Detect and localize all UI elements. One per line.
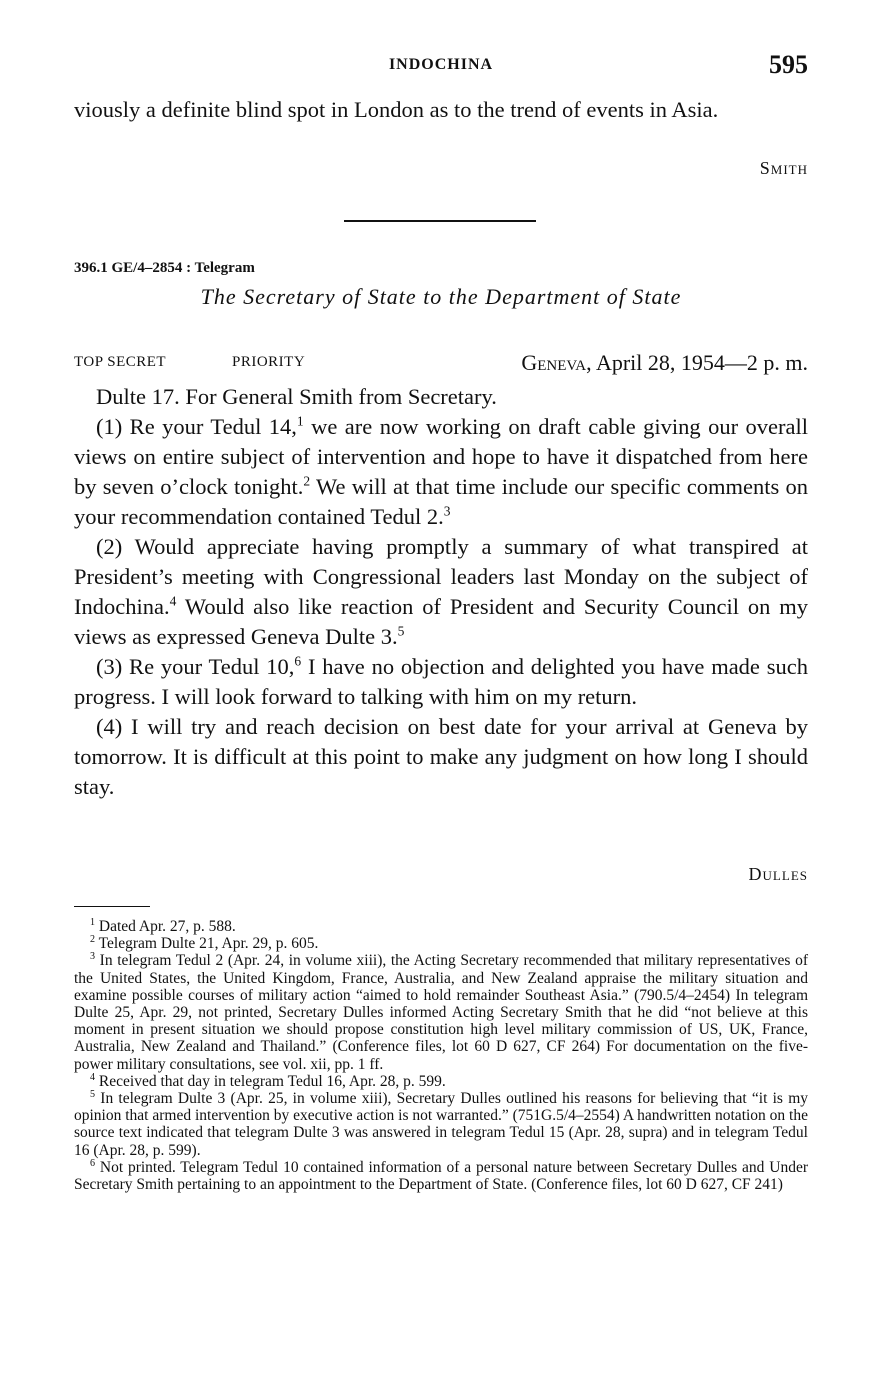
classification-line (74, 350, 808, 380)
footnote (74, 1159, 808, 1193)
footnote-mark: 1 (90, 916, 96, 928)
page-number: 595 (769, 50, 808, 79)
footnote (74, 918, 808, 935)
para3-text-a: (3) Re your Tedul 10, (96, 654, 295, 679)
message-paragraph-3 (74, 652, 808, 712)
footnote-text: In telegram Dulte 3 (Apr. 25, in volume xiii), Secretary Dulles outlined his reasons for believing that “it is my opinion that armed intervention by executive action is not warranted.” (751G.5/4–2554) A handwritten notation on the source text indicated that telegram Dulte 3 was answered in telegram Tedul 15 (Apr. 28, supra) and in telegram Tedul 16 (Apr. 28, p. 599). (74, 1090, 809, 1159)
footnote-ref-1: 1 (296, 413, 304, 429)
footnote-mark: 4 (90, 1071, 96, 1083)
para2-text-b: Would also like reaction of President and Security Council on my views as expressed Geneva Dulte 3. (74, 594, 808, 649)
classification-precedence: PRIORITY (232, 354, 306, 370)
message-paragraph-1 (74, 412, 808, 532)
para1-text-a: (1) Re your Tedul 14, (96, 414, 297, 439)
section-divider (344, 220, 536, 222)
message-paragraph-4: (4) I will try and reach decision on best date for your arrival at Geneva by tomorrow. It is difficult at this point to make any judgment on how long I should stay. (74, 714, 808, 799)
para2-text-a: (2) Would appreciate having promptly a summary of what transpired at President’s meeting with Congressional leaders last Monday on the subject of Indochina. (74, 534, 808, 619)
footnote-ref-2: 2 (303, 473, 311, 489)
file-reference: 396.1 GE/4–2854 : Telegram (74, 260, 255, 276)
para1-text-c: We will at that time include our specific comments on your recommendation contained Tedul 2. (74, 474, 808, 529)
para1-text-b: we are now working on draft cable giving our overall views on entire subject of intervention and hope to have it dispatched from here by seven o’clock tonight. (74, 414, 808, 499)
signature-smith: Smith (759, 158, 808, 178)
footnote-text: Telegram Dulte 21, Apr. 29, p. 605. (98, 935, 319, 953)
footnote-text: Not printed. Telegram Tedul 10 contained information of a personal nature between Secretary Dulles and Under Secretary Smith pertaining to an appointment to the Department of State. (Conference files, lot 60 D 627, CF 241) (74, 1158, 808, 1194)
classification-level: TOP SECRET (74, 354, 167, 370)
dateline-place: Geneva, (521, 350, 592, 375)
continuation-paragraph: viously a definite blind spot in London as to the trend of events in Asia. (74, 97, 719, 122)
dateline-date: April 28, 1954—2 p. m. (595, 350, 808, 375)
footnote (74, 952, 808, 1072)
para3-text-b: I have no objection and delighted you have made such progress. I will look forward to talking with him on my return. (74, 654, 808, 709)
message-paragraph-2 (74, 532, 808, 652)
footnote-text: Dated Apr. 27, p. 588. (98, 918, 236, 935)
footnote-ref-3: 3 (443, 503, 451, 519)
footnote-mark: 6 (90, 1157, 96, 1169)
footnote (74, 935, 808, 952)
footnote-divider (74, 906, 150, 907)
message-opening: Dulte 17. For General Smith from Secretary. (96, 384, 497, 409)
footnote (74, 1073, 808, 1090)
running-header-title: INDOCHINA (388, 56, 494, 73)
footnote-ref-4: 4 (169, 593, 177, 609)
document-title: The Secretary of State to the Department of State (200, 284, 682, 309)
footnote-text: In telegram Tedul 2 (Apr. 24, in volume xiii), the Acting Secretary recommended that military representatives of the United States, the United Kingdom, France, Australia, and New Zealand appraise the military situation and examine possible courses of military action “aimed to hold remainder Southeast Asia.” (790.5/4–2454) In telegram Dulte 25, Apr. 29, not printed, Secretary Dulles informed Acting Secretary Smith that he did “not believe at this moment in present situation we should propose constitution high level military commission of US, UK, France, Australia, New Zealand and Thailand.” (Conference files, lot 60 D 627, CF 264) For documentation on the five-power military consultations, see vol. xii, pp. 1 ff. (74, 952, 808, 1073)
footnote-ref-6: 6 (294, 653, 302, 669)
footnote-mark: 5 (90, 1088, 96, 1100)
footnote-text: Received that day in telegram Tedul 16, Apr. 28, p. 599. (98, 1072, 446, 1090)
footnotes (74, 918, 808, 1193)
running-header (74, 50, 808, 80)
footnote (74, 1090, 808, 1159)
footnote-ref-5: 5 (397, 623, 405, 639)
dateline (521, 350, 808, 376)
footnote-mark: 2 (90, 934, 96, 946)
footnote-mark: 3 (90, 951, 96, 963)
signature-dulles: Dulles (748, 864, 808, 884)
telegram-body (74, 382, 808, 802)
